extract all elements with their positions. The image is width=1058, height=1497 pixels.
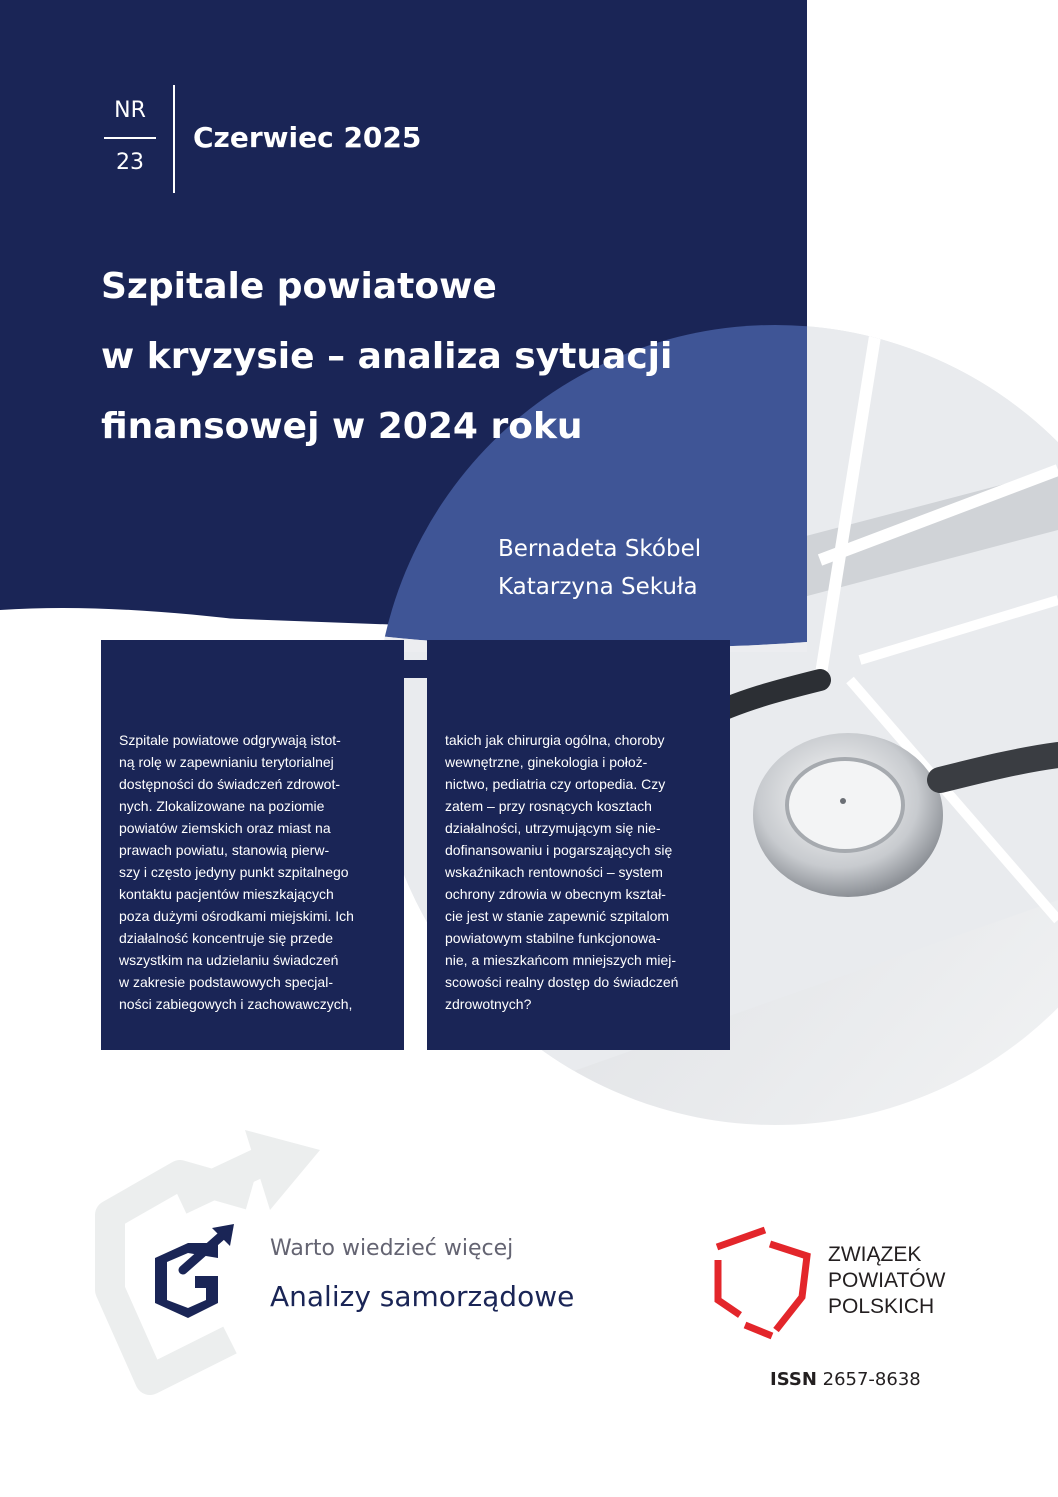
report-title [101, 252, 741, 462]
abstract-line: powiatów ziemskich oraz miast na [119, 820, 331, 836]
abstract-line: zatem – przy rosnących kosztach [445, 798, 652, 814]
abstract-line: działalności, utrzymującym się nie- [445, 820, 661, 836]
publisher-line: ZWIĄZEK [828, 1243, 922, 1266]
authors [498, 530, 701, 606]
issn-label: ISSN [770, 1369, 817, 1390]
abstract-line: poza dużymi ośrodkami miejskimi. Ich [119, 908, 354, 924]
header-vertical-rule [173, 85, 175, 193]
issue-label: NR [114, 98, 146, 123]
title-line: w kryzysie – analiza sytuacji [101, 336, 673, 377]
abstract-line: szy i często jedyny punkt szpitalnego [119, 864, 349, 880]
issn-number: 2657-8638 [822, 1369, 921, 1390]
abstract-line: takich jak chirurgia ogólna, choroby [445, 732, 665, 748]
abstract-line: cie jest w stanie zapewnić szpitalom [445, 908, 670, 924]
abstract-line: w zakresie podstawowych specjal- [119, 974, 333, 990]
zpp-shield-logo-icon [717, 1230, 807, 1336]
abstract-line: nictwo, pediatria czy ortopedia. Czy [445, 776, 666, 792]
abstract-line: ochrony zdrowia w obecnym kształ- [445, 886, 666, 902]
abstract-line: zdrowotnych? [445, 996, 532, 1012]
abstract-line: wszystkim na udzielaniu świadczeń [119, 952, 339, 968]
author-name: Katarzyna Sekuła [498, 574, 698, 600]
series-name: Analizy samorządowe [270, 1280, 575, 1313]
abstract-line: wskaźnikach rentowności – system [445, 864, 663, 880]
abstract-line: wewnętrzne, ginekologia i położ- [445, 754, 648, 770]
publisher-name [828, 1242, 945, 1320]
author-name: Bernadeta Skóbel [498, 536, 702, 562]
abstract-column-1 [119, 729, 387, 1015]
abstract-line: prawach powiatu, stanowią pierw- [119, 842, 330, 858]
abstract-line: nie, a mieszkańcom mniejszych miej- [445, 952, 677, 968]
publisher-line: POWIATÓW [828, 1269, 946, 1292]
abstract-line: ną rolę w zapewnianiu terytorialnej [119, 754, 334, 770]
abstract-line: działalność koncentruje się przede [119, 930, 334, 946]
abstract-line: kontaktu pacjentów mieszkających [119, 886, 334, 902]
abstract-line: dostępności do świadczeń zdrowot- [119, 776, 341, 792]
issue-date: Czerwiec 2025 [193, 121, 422, 154]
issue-number: 23 [116, 150, 144, 175]
abstract-line: ności zabiegowych i zachowawczych, [119, 996, 353, 1012]
abstract-line: dofinansowaniu i pogarszających się [445, 842, 673, 858]
series-tagline: Warto wiedzieć więcej [270, 1236, 514, 1261]
issue-divider [104, 137, 156, 139]
abstract-line: nych. Zlokalizowane na poziomie [119, 798, 325, 814]
g-logo-icon [155, 1224, 234, 1318]
abstract-line: Szpitale powiatowe odgrywają istot- [119, 732, 341, 748]
abstract-column-2 [445, 729, 713, 1015]
title-line: Szpitale powiatowe [101, 266, 497, 307]
issn [770, 1369, 921, 1390]
publisher-line: POLSKICH [828, 1295, 935, 1318]
abstract-line: scowości realny dostęp do świadczeń [445, 974, 679, 990]
abstract-line: powiatowym stabilne funkcjonowa- [445, 930, 661, 946]
title-line: finansowej w 2024 roku [101, 406, 583, 447]
